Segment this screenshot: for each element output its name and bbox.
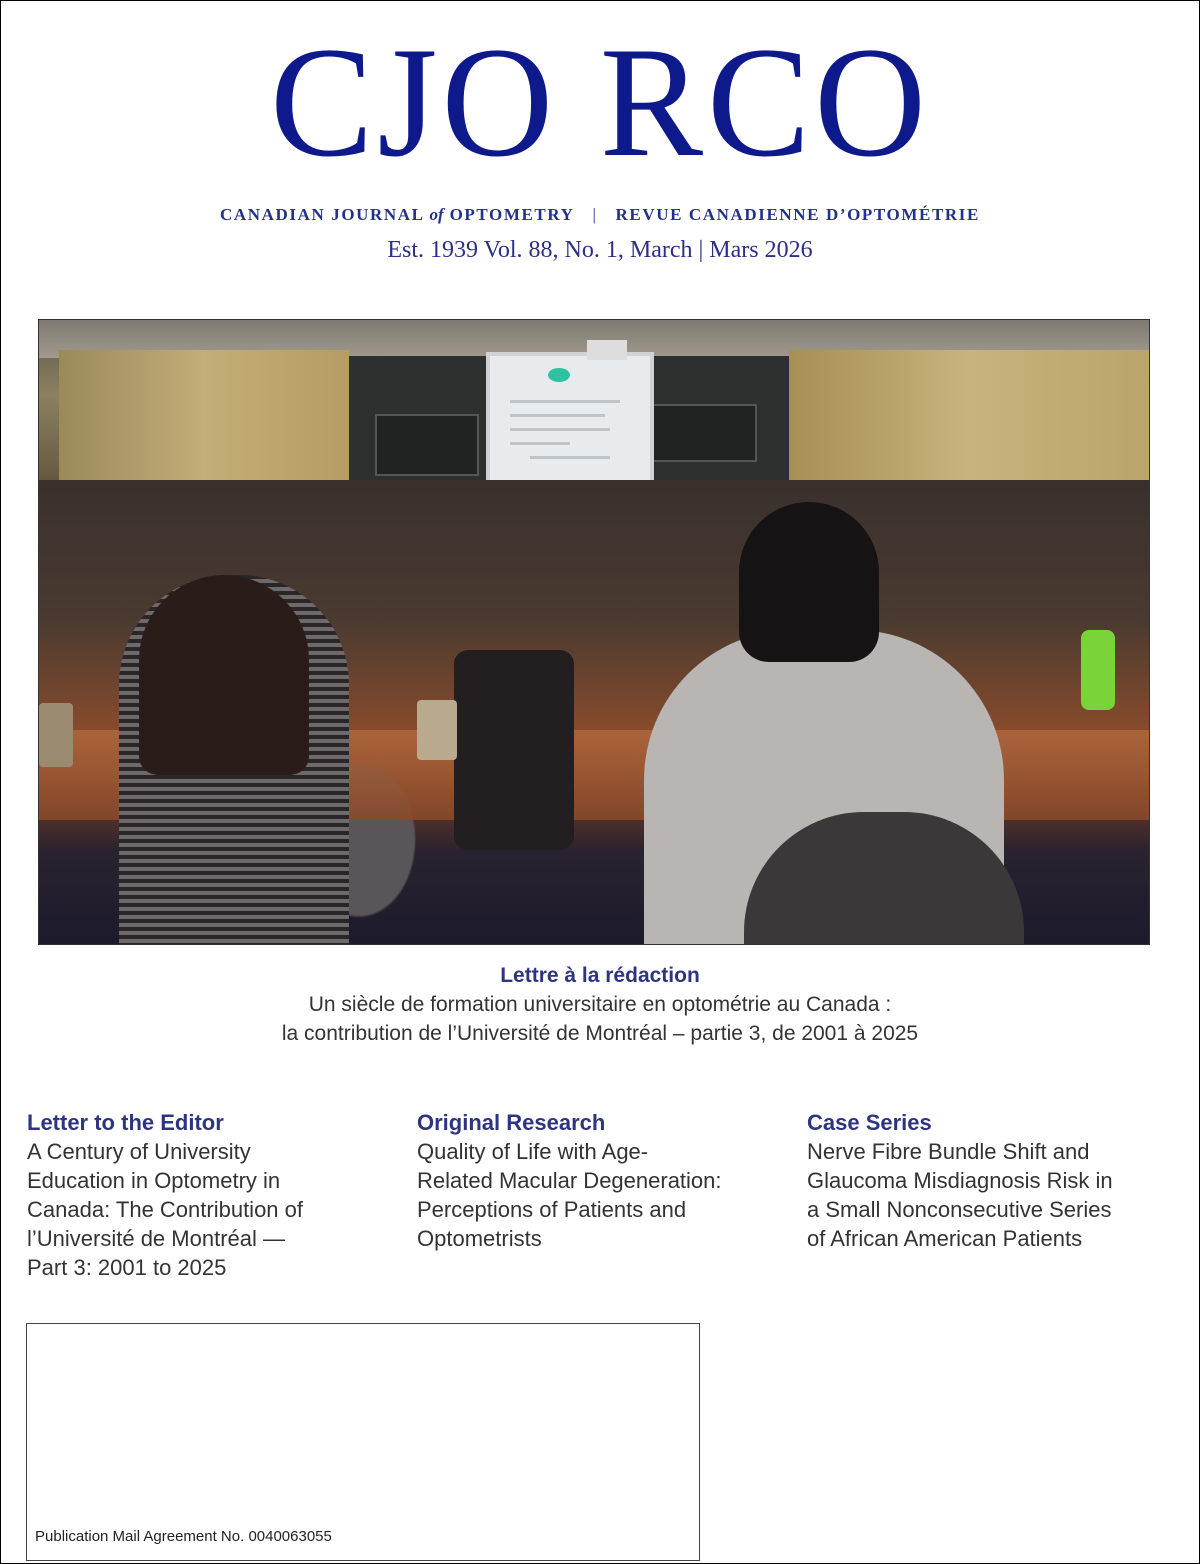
issue-info: Est. 1939 Vol. 88, No. 1, March | Mars 2026 xyxy=(387,237,813,263)
journal-logo: CJO RCO xyxy=(270,15,930,190)
article-headline-line: Quality of Life with Age- xyxy=(417,1139,649,1164)
slide-line xyxy=(510,442,570,445)
article-list xyxy=(1,1108,1200,1288)
feature-section: Lettre à la rédaction xyxy=(500,964,700,987)
slide-line xyxy=(530,456,610,459)
article-headline-line: Perceptions of Patients and xyxy=(417,1197,687,1222)
slide-line xyxy=(510,400,620,403)
mailing-label-box xyxy=(26,1323,700,1561)
article-original-research[interactable] xyxy=(417,1108,767,1253)
subtitle-french: REVUE CANADIENNE D’OPTOMÉTRIE xyxy=(615,205,980,224)
article-headline-line: Canada: The Contribution of xyxy=(27,1197,303,1222)
subtitle-english-part1: CANADIAN JOURNAL xyxy=(220,205,430,224)
subtitle-english-of: of xyxy=(429,205,444,224)
photo-projector xyxy=(587,340,627,360)
article-headline-line: l’Université de Montréal — xyxy=(27,1226,285,1251)
feature-title-line: Un siècle de formation universitaire en optométrie au Canada : xyxy=(308,993,892,1016)
article-case-series[interactable] xyxy=(807,1108,1157,1253)
article-headline-line: Education in Optometry in xyxy=(27,1168,281,1193)
article-headline-line: Glaucoma Misdiagnosis Risk in xyxy=(807,1168,1113,1193)
slide-line xyxy=(510,428,610,431)
article-headline-line: Part 3: 2001 to 2025 xyxy=(27,1255,227,1280)
mail-agreement-number: Publication Mail Agreement No. 0040063055 xyxy=(35,1528,332,1545)
article-headline-line: a Small Nonconsecutive Series xyxy=(807,1197,1112,1222)
photo-coffee-cup xyxy=(39,703,73,767)
feature-article[interactable] xyxy=(1,961,1199,1048)
article-headline-line: of African American Patients xyxy=(807,1226,1083,1251)
photo-water-bottle xyxy=(1081,630,1115,710)
photo-student-hair xyxy=(139,575,309,775)
photo-projection-screen xyxy=(486,352,654,484)
subtitle-english-part2: OPTOMETRY xyxy=(443,205,575,224)
photo-coffee-cup xyxy=(417,700,457,760)
journal-subtitle xyxy=(1,205,1199,225)
subtitle-separator: | xyxy=(592,205,598,224)
photo-handbag xyxy=(454,650,574,850)
eye-icon xyxy=(548,368,570,382)
article-section: Original Research xyxy=(417,1110,606,1135)
article-section: Case Series xyxy=(807,1110,932,1135)
article-headline-line: Related Macular Degeneration: xyxy=(417,1168,722,1193)
article-headline-line: Optometrists xyxy=(417,1226,542,1251)
photo-student-hair xyxy=(739,502,879,662)
article-section: Letter to the Editor xyxy=(27,1110,224,1135)
article-headline-line: A Century of University xyxy=(27,1139,251,1164)
article-letter-to-editor[interactable] xyxy=(27,1108,377,1282)
feature-title-line: la contribution de l’Université de Montréal – partie 3, de 2001 à 2025 xyxy=(281,1022,919,1045)
photo-chalkboard-left xyxy=(375,414,479,476)
cover-photo xyxy=(38,319,1150,945)
article-headline-line: Nerve Fibre Bundle Shift and xyxy=(807,1139,1090,1164)
photo-chalkboard-right xyxy=(649,404,757,462)
slide-line xyxy=(510,414,605,417)
